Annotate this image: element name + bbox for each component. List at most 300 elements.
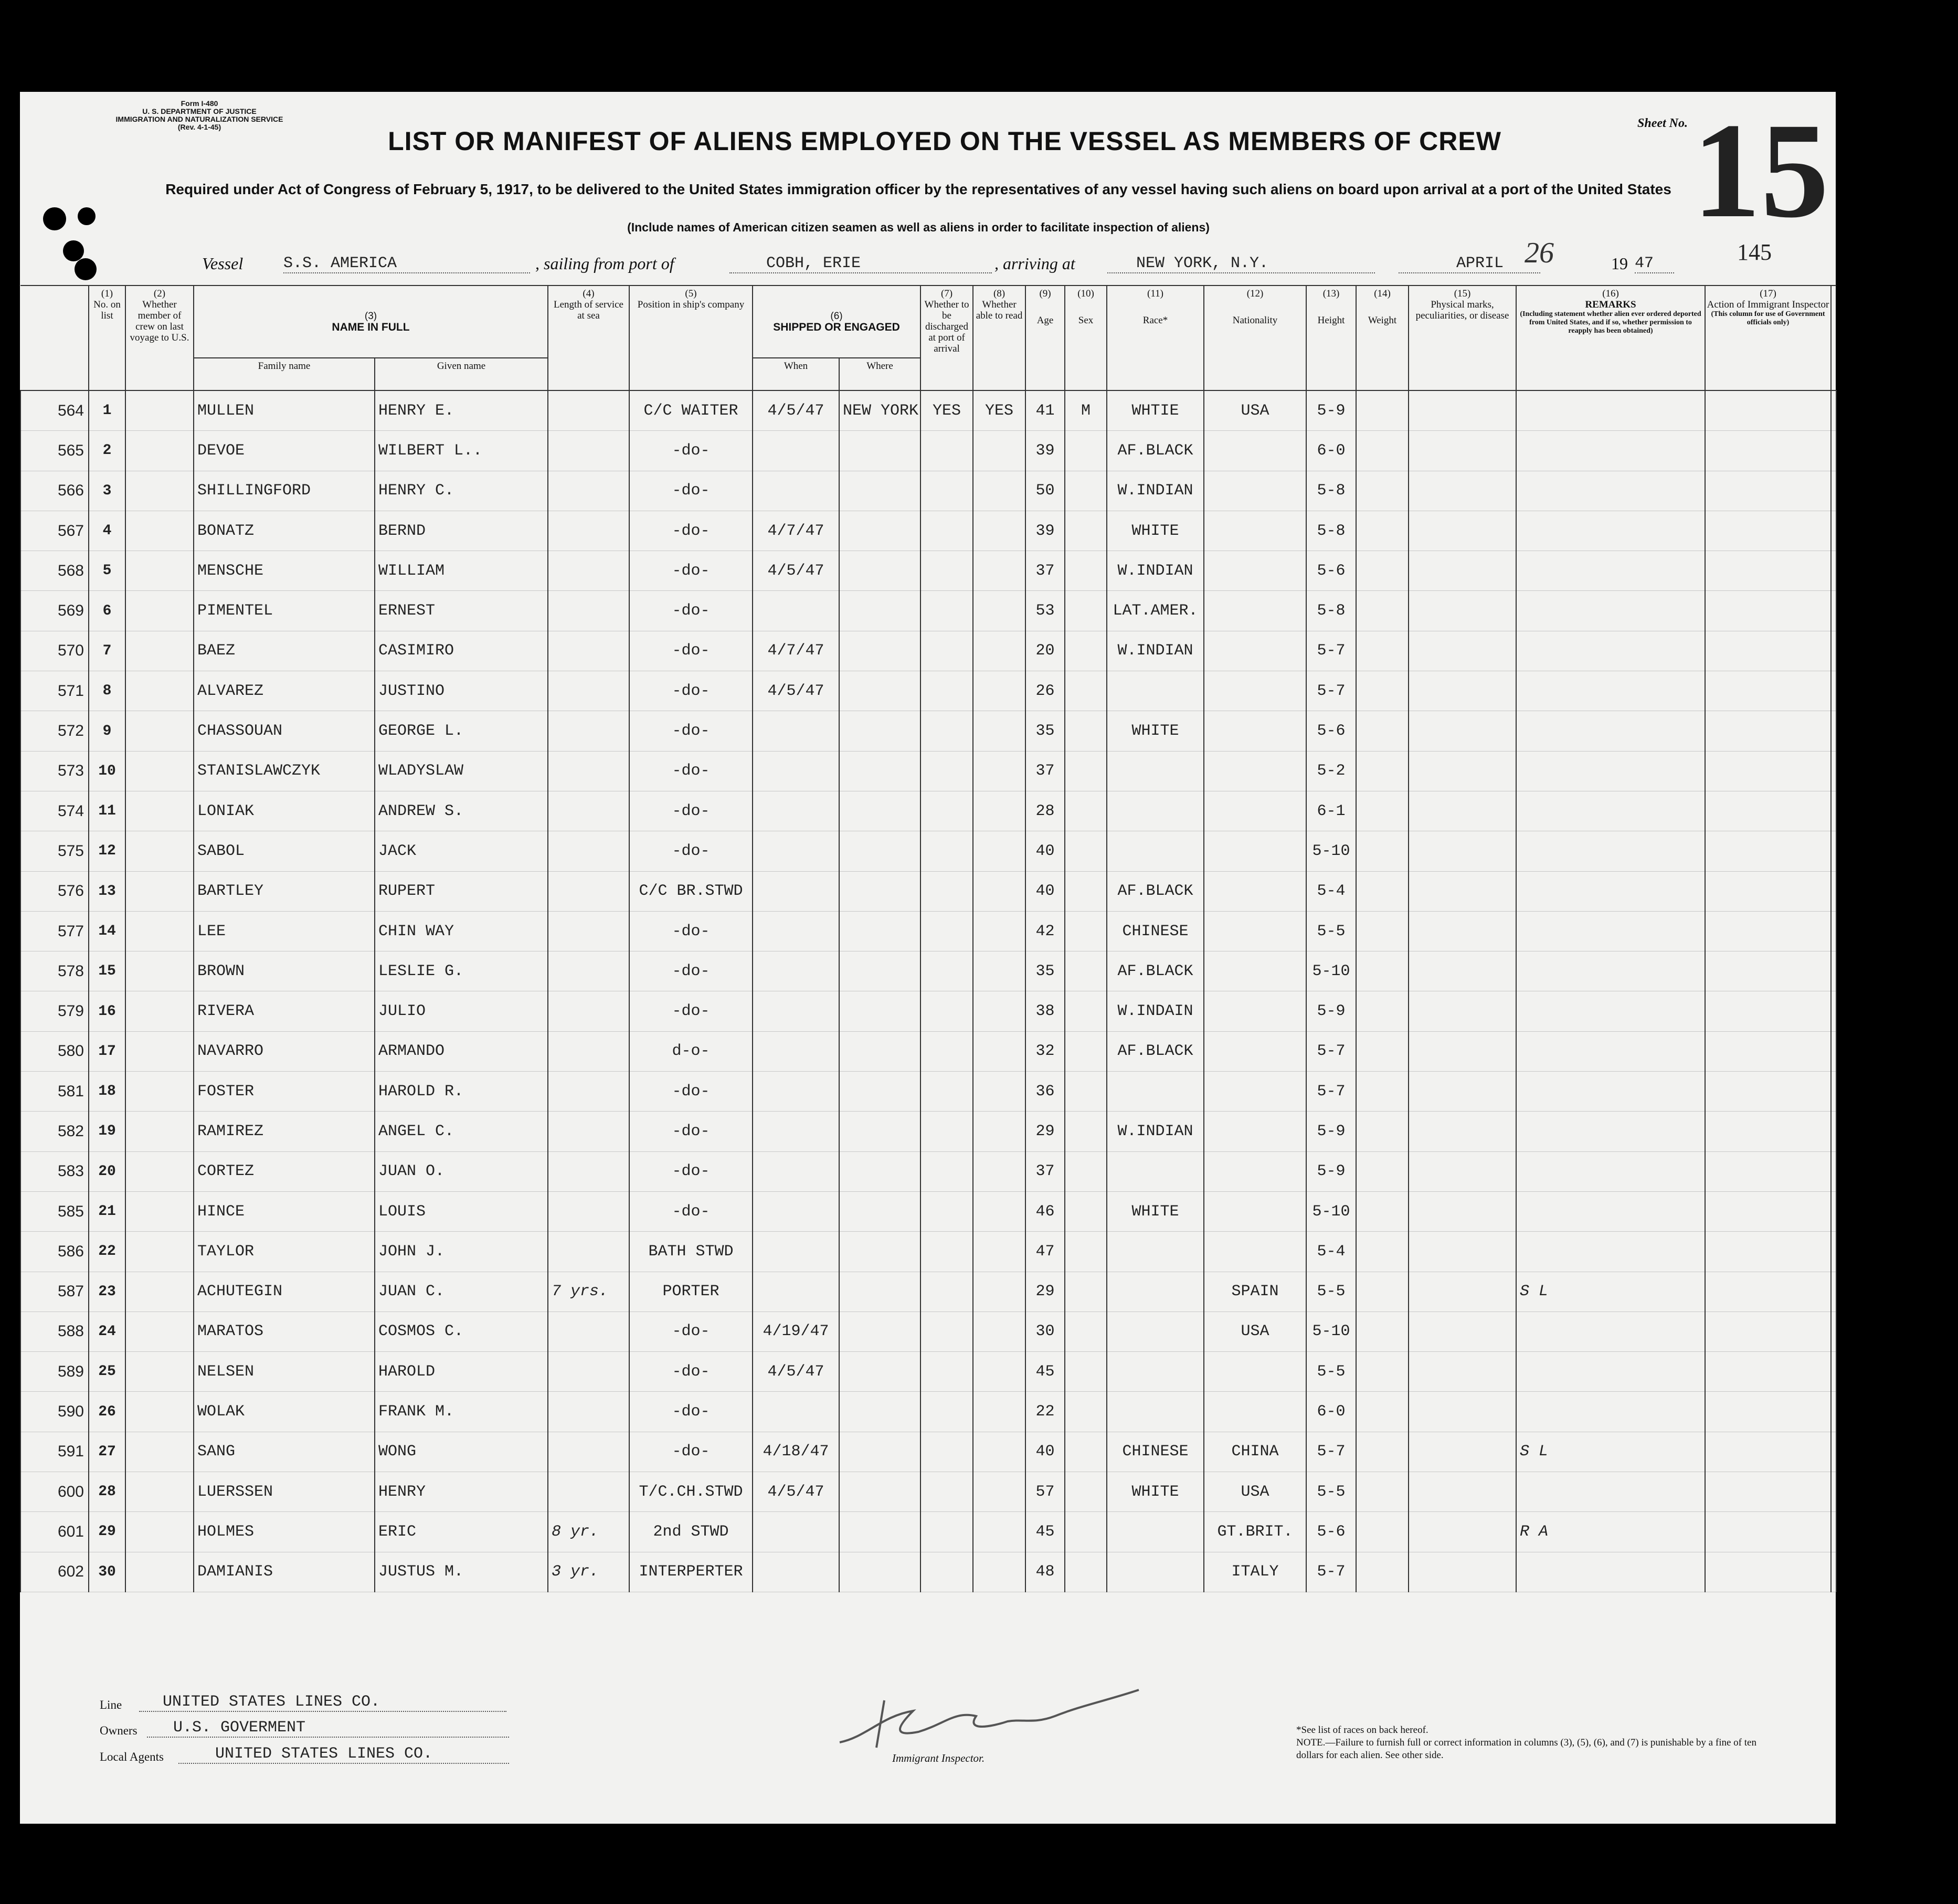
col-shipped-when: When — [753, 358, 839, 390]
given-name: WILBERT L.. — [375, 431, 548, 471]
arriving-label: , arriving at — [994, 254, 1075, 273]
race: WHITE — [1107, 711, 1204, 751]
last-voyage-cell — [125, 1232, 194, 1272]
service-length — [548, 831, 629, 871]
given-name: ANDREW S. — [375, 791, 548, 831]
inspector-action-cell — [1705, 591, 1831, 631]
able-to-read — [973, 831, 1025, 871]
inspector-action-cell — [1705, 431, 1831, 471]
physical-marks-cell — [1409, 1232, 1516, 1272]
last-voyage-cell — [125, 791, 194, 831]
inspector-action-cell — [1705, 791, 1831, 831]
service-length — [548, 671, 629, 711]
sex — [1065, 791, 1107, 831]
row-number: 8 — [89, 671, 125, 711]
race: AF.BLACK — [1107, 1031, 1204, 1071]
shipped-when: 4/19/47 — [753, 1311, 839, 1351]
physical-marks-cell — [1409, 1112, 1516, 1151]
last-voyage-cell — [125, 831, 194, 871]
shipped-when: 4/5/47 — [753, 390, 839, 431]
discharged — [920, 1232, 973, 1272]
discharged: YES — [920, 390, 973, 431]
age: 40 — [1025, 871, 1065, 911]
nationality — [1204, 671, 1306, 711]
service-length — [548, 951, 629, 991]
race: W.INDIAN — [1107, 1112, 1204, 1151]
shipped-when — [753, 1151, 839, 1191]
able-to-read — [973, 1472, 1025, 1512]
col-family-name: Family name — [194, 358, 375, 390]
remarks — [1516, 711, 1705, 751]
weight-cell — [1356, 1191, 1409, 1231]
remarks — [1516, 1112, 1705, 1151]
last-voyage-cell — [125, 1272, 194, 1311]
age: 22 — [1025, 1392, 1065, 1432]
footnote — [1296, 1724, 1779, 1762]
edge-cell — [1831, 1352, 1836, 1392]
line-number: 564 — [20, 390, 89, 431]
physical-marks-cell — [1409, 711, 1516, 751]
weight-cell — [1356, 1352, 1409, 1392]
height: 5-4 — [1306, 871, 1356, 911]
last-voyage-cell — [125, 631, 194, 671]
table-row — [20, 1311, 1836, 1351]
sex — [1065, 751, 1107, 791]
edge-cell — [1831, 1512, 1836, 1552]
race — [1107, 1072, 1204, 1112]
edge-cell — [1831, 1311, 1836, 1351]
nationality — [1204, 1352, 1306, 1392]
family-name: ACHUTEGIN — [194, 1272, 375, 1311]
last-voyage-cell — [125, 511, 194, 551]
weight-cell — [1356, 1232, 1409, 1272]
line-number: 582 — [20, 1112, 89, 1151]
row-number: 24 — [89, 1311, 125, 1351]
given-name: GEORGE L. — [375, 711, 548, 751]
punch-hole — [75, 258, 97, 280]
given-name: FRANK M. — [375, 1392, 548, 1432]
height: 5-9 — [1306, 390, 1356, 431]
discharged — [920, 1112, 973, 1151]
form-header — [89, 100, 310, 131]
physical-marks-cell — [1409, 1311, 1516, 1351]
shipped-where — [839, 831, 920, 871]
weight-cell — [1356, 671, 1409, 711]
family-name: SABOL — [194, 831, 375, 871]
family-name: TAYLOR — [194, 1232, 375, 1272]
last-voyage-cell — [125, 711, 194, 751]
line-number: 585 — [20, 1191, 89, 1231]
race — [1107, 791, 1204, 831]
shipped-where — [839, 751, 920, 791]
race: WHITE — [1107, 1191, 1204, 1231]
col-height: (13) Height — [1306, 285, 1356, 390]
inspector-action-cell — [1705, 1272, 1831, 1311]
table-row — [20, 1392, 1836, 1432]
remarks — [1516, 1352, 1705, 1392]
remarks — [1516, 551, 1705, 591]
nationality — [1204, 431, 1306, 471]
shipped-when — [753, 871, 839, 911]
inspector-action-cell — [1705, 471, 1831, 511]
service-length — [548, 471, 629, 511]
height: 5-9 — [1306, 1112, 1356, 1151]
remarks — [1516, 511, 1705, 551]
row-number: 4 — [89, 511, 125, 551]
race — [1107, 831, 1204, 871]
sex — [1065, 1112, 1107, 1151]
line-number: 583 — [20, 1151, 89, 1191]
position: -do- — [629, 1432, 753, 1472]
nationality — [1204, 1151, 1306, 1191]
position: -do- — [629, 751, 753, 791]
discharged — [920, 1272, 973, 1311]
race — [1107, 1272, 1204, 1311]
weight-cell — [1356, 1512, 1409, 1552]
weight-cell — [1356, 1472, 1409, 1512]
edge-cell — [1831, 1072, 1836, 1112]
edge-cell — [1831, 791, 1836, 831]
sex — [1065, 631, 1107, 671]
edge-cell — [1831, 1272, 1836, 1311]
position: PORTER — [629, 1272, 753, 1311]
nationality — [1204, 1232, 1306, 1272]
physical-marks-cell — [1409, 1031, 1516, 1071]
race: W.INDIAN — [1107, 631, 1204, 671]
age: 20 — [1025, 631, 1065, 671]
sex — [1065, 1512, 1107, 1552]
edge-cell — [1831, 991, 1836, 1031]
family-name: LEE — [194, 911, 375, 951]
discharged — [920, 871, 973, 911]
table-row — [20, 831, 1836, 871]
service-length — [548, 1352, 629, 1392]
shipped-when — [753, 431, 839, 471]
discharged — [920, 431, 973, 471]
age: 53 — [1025, 591, 1065, 631]
able-to-read — [973, 1432, 1025, 1472]
family-name: BAEZ — [194, 631, 375, 671]
height: 6-0 — [1306, 1392, 1356, 1432]
physical-marks-cell — [1409, 991, 1516, 1031]
sex — [1065, 1552, 1107, 1592]
line-number: 581 — [20, 1072, 89, 1112]
sex — [1065, 471, 1107, 511]
table-row — [20, 951, 1836, 991]
line-number: 576 — [20, 871, 89, 911]
able-to-read — [973, 751, 1025, 791]
service-length — [548, 871, 629, 911]
row-number: 15 — [89, 951, 125, 991]
able-to-read — [973, 1232, 1025, 1272]
last-voyage-cell — [125, 1392, 194, 1432]
physical-marks-cell — [1409, 631, 1516, 671]
race: AF.BLACK — [1107, 951, 1204, 991]
service-length — [548, 511, 629, 551]
able-to-read — [973, 1352, 1025, 1392]
given-name: WILLIAM — [375, 551, 548, 591]
race — [1107, 1311, 1204, 1351]
age: 39 — [1025, 431, 1065, 471]
age: 32 — [1025, 1031, 1065, 1071]
given-name: WLADYSLAW — [375, 751, 548, 791]
shipped-when — [753, 831, 839, 871]
race: AF.BLACK — [1107, 871, 1204, 911]
line-number: 587 — [20, 1272, 89, 1311]
sex — [1065, 1151, 1107, 1191]
remarks — [1516, 791, 1705, 831]
last-voyage-cell — [125, 1352, 194, 1392]
row-number: 26 — [89, 1392, 125, 1432]
position: -do- — [629, 1191, 753, 1231]
line-number: 580 — [20, 1031, 89, 1071]
shipped-where — [839, 1272, 920, 1311]
table-row — [20, 991, 1836, 1031]
remarks: R A — [1516, 1512, 1705, 1552]
remarks — [1516, 991, 1705, 1031]
shipped-where — [839, 991, 920, 1031]
remarks — [1516, 1031, 1705, 1071]
last-voyage-cell — [125, 431, 194, 471]
age: 28 — [1025, 791, 1065, 831]
shipped-where — [839, 1552, 920, 1592]
service-length — [548, 1151, 629, 1191]
discharged — [920, 911, 973, 951]
service-length — [548, 1112, 629, 1151]
inspector-action-cell — [1705, 511, 1831, 551]
weight-cell — [1356, 1432, 1409, 1472]
sex — [1065, 951, 1107, 991]
weight-cell — [1356, 631, 1409, 671]
position: -do- — [629, 791, 753, 831]
position: -do- — [629, 1392, 753, 1432]
shipped-when — [753, 471, 839, 511]
row-number: 11 — [89, 791, 125, 831]
shipped-when — [753, 1272, 839, 1311]
nationality — [1204, 831, 1306, 871]
table-row — [20, 1552, 1836, 1592]
row-number: 19 — [89, 1112, 125, 1151]
remarks — [1516, 871, 1705, 911]
able-to-read — [973, 991, 1025, 1031]
table-row — [20, 471, 1836, 511]
shipped-when — [753, 911, 839, 951]
family-name: CHASSOUAN — [194, 711, 375, 751]
shipped-when: 4/5/47 — [753, 671, 839, 711]
line-number: 577 — [20, 911, 89, 951]
family-name: RIVERA — [194, 991, 375, 1031]
sex — [1065, 1352, 1107, 1392]
given-name: JULIO — [375, 991, 548, 1031]
position: C/C BR.STWD — [629, 871, 753, 911]
position: -do- — [629, 1072, 753, 1112]
service-length: 7 yrs. — [548, 1272, 629, 1311]
age: 50 — [1025, 471, 1065, 511]
inspector-action-cell — [1705, 1311, 1831, 1351]
able-to-read — [973, 551, 1025, 591]
shipped-when: 4/7/47 — [753, 631, 839, 671]
age: 37 — [1025, 751, 1065, 791]
height: 5-7 — [1306, 1552, 1356, 1592]
weight-cell — [1356, 1311, 1409, 1351]
edge-cell — [1831, 1191, 1836, 1231]
height: 5-7 — [1306, 671, 1356, 711]
able-to-read — [973, 1272, 1025, 1311]
col-length-of-service: (4) Length of service at sea — [548, 285, 629, 390]
age: 45 — [1025, 1512, 1065, 1552]
position: -do- — [629, 711, 753, 751]
table-row — [20, 591, 1836, 631]
weight-cell — [1356, 871, 1409, 911]
age: 26 — [1025, 671, 1065, 711]
row-number: 21 — [89, 1191, 125, 1231]
age: 41 — [1025, 390, 1065, 431]
row-number: 10 — [89, 751, 125, 791]
sex — [1065, 1272, 1107, 1311]
position: C/C WAITER — [629, 390, 753, 431]
race — [1107, 1352, 1204, 1392]
nationality: GT.BRIT. — [1204, 1512, 1306, 1552]
able-to-read — [973, 671, 1025, 711]
discharged — [920, 1472, 973, 1512]
page-title: LIST OR MANIFEST OF ALIENS EMPLOYED ON THE VESSEL AS MEMBERS OF CREW — [388, 126, 1501, 156]
position: -do- — [629, 471, 753, 511]
last-voyage-cell — [125, 1311, 194, 1351]
physical-marks-cell — [1409, 1552, 1516, 1592]
edge-cell — [1831, 951, 1836, 991]
physical-marks-cell — [1409, 471, 1516, 511]
line-number: 589 — [20, 1352, 89, 1392]
edge-cell — [1831, 1151, 1836, 1191]
table-row — [20, 1031, 1836, 1071]
table-row — [20, 911, 1836, 951]
last-voyage-cell — [125, 1512, 194, 1552]
crew-manifest-table — [20, 285, 1837, 1592]
edge-cell — [1831, 1552, 1836, 1592]
remarks — [1516, 1392, 1705, 1432]
remarks — [1516, 390, 1705, 431]
able-to-read — [973, 631, 1025, 671]
revision-date: (Rev. 4-1-45) — [177, 123, 221, 131]
remarks — [1516, 631, 1705, 671]
position: -do- — [629, 1112, 753, 1151]
row-number: 23 — [89, 1272, 125, 1311]
inspector-action-cell — [1705, 1392, 1831, 1432]
shipped-where — [839, 1472, 920, 1512]
last-voyage-cell — [125, 1151, 194, 1191]
service-length — [548, 1072, 629, 1112]
shipped-when — [753, 1191, 839, 1231]
edge-cell — [1831, 631, 1836, 671]
page-subtitle: Required under Act of Congress of February 5, 1917, to be delivered to the United States immigration officer by the representatives of any vessel having such aliens on board upon arrival at a port of the United States — [165, 181, 1671, 197]
age: 57 — [1025, 1472, 1065, 1512]
table-row — [20, 1272, 1836, 1311]
inspector-action-cell — [1705, 390, 1831, 431]
position: -do- — [629, 551, 753, 591]
edge-cell — [1831, 1232, 1836, 1272]
given-name: WONG — [375, 1432, 548, 1472]
remarks: S L — [1516, 1272, 1705, 1311]
able-to-read — [973, 911, 1025, 951]
inspector-action-cell — [1705, 871, 1831, 911]
shipped-when — [753, 1112, 839, 1151]
shipped-where: NEW YORK — [839, 390, 920, 431]
table-row — [20, 1232, 1836, 1272]
shipped-where — [839, 711, 920, 751]
shipped-when — [753, 1552, 839, 1592]
inspector-action-cell — [1705, 1472, 1831, 1512]
row-number: 30 — [89, 1552, 125, 1592]
position: BATH STWD — [629, 1232, 753, 1272]
row-number: 25 — [89, 1352, 125, 1392]
edge-cell — [1831, 871, 1836, 911]
table-row — [20, 1352, 1836, 1392]
owners-value: U.S. GOVERMENT — [147, 1719, 509, 1738]
position: -do- — [629, 951, 753, 991]
shipped-when — [753, 791, 839, 831]
age: 45 — [1025, 1352, 1065, 1392]
race: WHTIE — [1107, 390, 1204, 431]
age: 29 — [1025, 1112, 1065, 1151]
shipped-where — [839, 591, 920, 631]
race — [1107, 1232, 1204, 1272]
sex — [1065, 1432, 1107, 1472]
remarks — [1516, 471, 1705, 511]
able-to-read — [973, 431, 1025, 471]
discharged — [920, 511, 973, 551]
family-name: LUERSSEN — [194, 1472, 375, 1512]
age: 35 — [1025, 951, 1065, 991]
discharged — [920, 751, 973, 791]
height: 5-6 — [1306, 551, 1356, 591]
physical-marks-cell — [1409, 1151, 1516, 1191]
sex — [1065, 511, 1107, 551]
table-row — [20, 390, 1836, 431]
nationality: SPAIN — [1204, 1272, 1306, 1311]
last-voyage-cell — [125, 551, 194, 591]
age: 48 — [1025, 1552, 1065, 1592]
row-number: 7 — [89, 631, 125, 671]
able-to-read — [973, 1112, 1025, 1151]
nationality: USA — [1204, 1311, 1306, 1351]
height: 5-5 — [1306, 1352, 1356, 1392]
family-name: SANG — [194, 1432, 375, 1472]
shipped-when: 4/5/47 — [753, 1472, 839, 1512]
service-length — [548, 1432, 629, 1472]
able-to-read — [973, 711, 1025, 751]
department-name: U. S. DEPARTMENT OF JUSTICE — [142, 107, 257, 115]
weight-cell — [1356, 1392, 1409, 1432]
age: 39 — [1025, 511, 1065, 551]
weight-cell — [1356, 390, 1409, 431]
physical-marks-cell — [1409, 1392, 1516, 1432]
line-number: 570 — [20, 631, 89, 671]
height: 5-10 — [1306, 951, 1356, 991]
race: CHINESE — [1107, 911, 1204, 951]
shipped-where — [839, 1112, 920, 1151]
edge-cell — [1831, 831, 1836, 871]
line-value: UNITED STATES LINES CO. — [139, 1693, 506, 1712]
service-length — [548, 1191, 629, 1231]
edge-cell — [1831, 431, 1836, 471]
agents-label: Local Agents — [100, 1750, 164, 1763]
service-length — [548, 390, 629, 431]
shipped-where — [839, 631, 920, 671]
shipped-when — [753, 1232, 839, 1272]
last-voyage-cell — [125, 1031, 194, 1071]
table-row — [20, 551, 1836, 591]
sex — [1065, 1232, 1107, 1272]
